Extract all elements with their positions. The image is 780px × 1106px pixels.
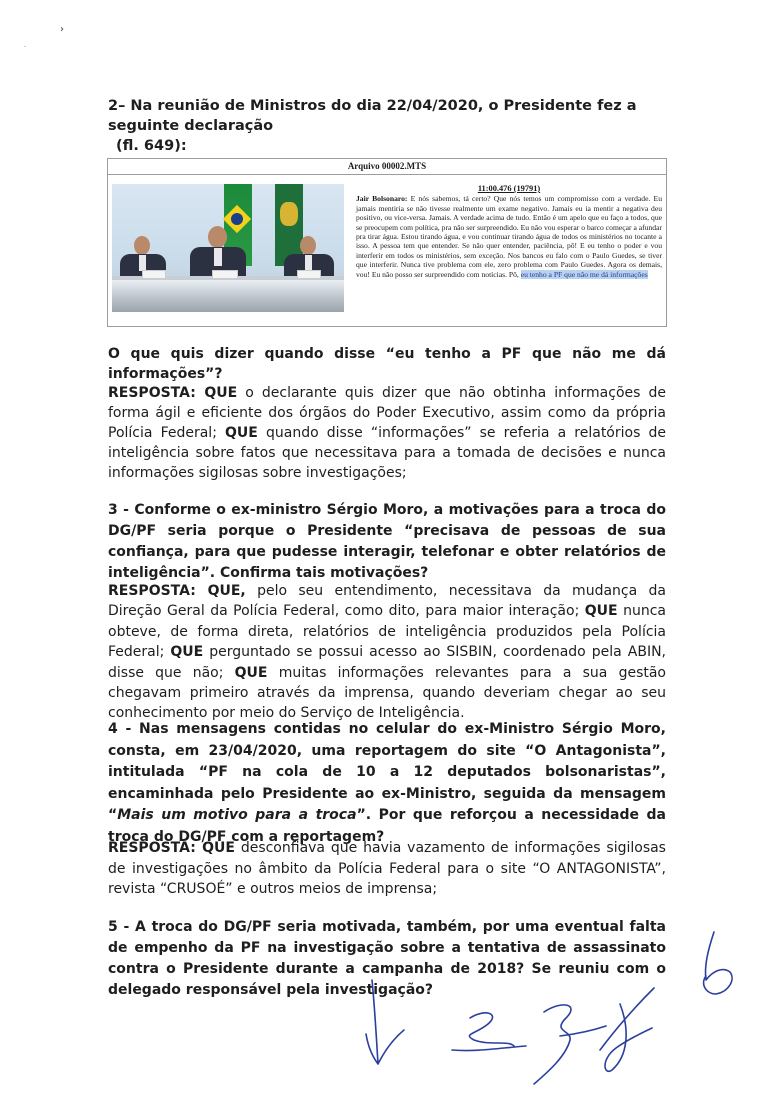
signature-mark-1 <box>366 980 404 1064</box>
answer-4: RESPOSTA: QUE desconfiava que havia vazamento de informações sigilosas de investigações no âmbito da Polícia Federal para o site “O ANTAGONISTA”, revista “CRUSOÉ” e outros meios de imprensa; <box>108 840 666 897</box>
question-4: 4 - Nas mensagens contidas no celular do ex-Ministro Sérgio Moro, consta, em 23/04/2020, uma reportagem do site “O Antagonista”, intitulada “PF na cola de 10 a 12 deputados bolsonaristas”, encaminhada pelo Presidente ao ex-Ministro, seguida da mensagem “Mais um motivo para a troca”. Por que reforçou a necessidade da troca do DG/PF com a reportagem? <box>108 721 666 845</box>
question-5: 5 - A troca do DG/PF seria motivada, também, por uma eventual falta de empenho da PF na investigação sobre a tentativa de assassinato contra o Presidente durante a campanha de 2018? Se reuniu com o delegado responsável pela investigação? <box>108 919 666 998</box>
quoted-message: Mais um motivo para a troca <box>117 807 357 823</box>
signature-mark-2 <box>452 1013 526 1051</box>
heading-line-2: (fl. 649): <box>116 138 187 154</box>
answer-label: RESPOSTA: QUE <box>108 385 238 401</box>
transcript-body: E nós sabemos, tá certo? Que nós temos um compromisso com a verdade. Eu jamais mentiria se não tivesse realmente um exame negativo. Jamais eu ia mentir a negativa deu positivo, ou vice-versa. Jamais. A verdade acima de tudo. Então é um apelo que eu faço a todos, que se preocupem com política, pra não ser surpreendido. Eu não vou esperar o barco começar a afundar pra tirar água. Estou tirando água, e vou continuar tirando água de todos os ministérios no tocante a isso. A pessoa tem que entender. Se não quer entender, paciência, pô! E eu tenho o poder e vou interferir em todos os ministérios, sem exceção. Nos bancos eu falo com o Paulo Guedes, se tiver que interferir. Nunca tive problema com ele, zero problema com Paulo Guedes. Agora os demais, vou! Eu não posso ser surpreendido com notícias. Pô, <box>356 194 662 279</box>
answer-label: RESPOSTA: QUE <box>108 840 235 856</box>
answer-3: RESPOSTA: QUE, pelo seu entendimento, necessitava da mudança da Direção Geral da Polícia Federal, como dito, para maior interação; QUE nunca obteve, de forma direta, relatórios de inteligência produzidos pela Polícia Federal; QUE perguntado se possui acesso ao SISBIN, coordenado pela ABIN, disse que não; QUE muitas informações relevantes para a sua gestão chegavam primeiro através da imprensa, quando deveriam chegar ao seu conhecimento por meio do Serviço de Inteligência. <box>108 583 666 722</box>
scan-mark: · <box>24 44 26 51</box>
speaker-name: Jair Bolsonaro: <box>356 194 408 204</box>
scan-mark: › <box>60 24 64 35</box>
answer-1: RESPOSTA: QUE o declarante quis dizer que não obtinha informações de forma ágil e eficiente dos órgãos do Poder Executivo, assim como da própria Polícia Federal; QUE quando disse “informações” se referia a relatórios de inteligência sobre fatos que necessitava para a tomada de decisões e nunca informações sigilosas sobre investigações; <box>108 385 667 481</box>
question-1: O que quis dizer quando disse “eu tenho a PF que não me dá informações”? <box>108 346 666 382</box>
signature-mark-4 <box>600 988 654 1071</box>
question-3: 3 - Conforme o ex-ministro Sérgio Moro, a motivações para a troca do DG/PF seria porque o Presidente “precisava de pessoas de sua confiança, para que pudesse interagir, telefonar e obter relatórios de inteligência”. Confirma tais motivações? <box>108 502 666 581</box>
transcript-timestamp: 11:00.476 (19791) <box>477 184 541 193</box>
heading-line-1: 2– Na reunião de Ministros do dia 22/04/2020, o Presidente fez a seguinte declaração <box>108 98 637 134</box>
figure-title: Arquivo 00002.MTS <box>108 159 666 175</box>
initials-mark <box>704 932 732 994</box>
signature-mark-3 <box>534 1005 606 1084</box>
highlighted-quote: eu tenho a PF que não me dá informações <box>520 269 648 279</box>
answer-label: RESPOSTA: QUE, <box>108 583 246 599</box>
